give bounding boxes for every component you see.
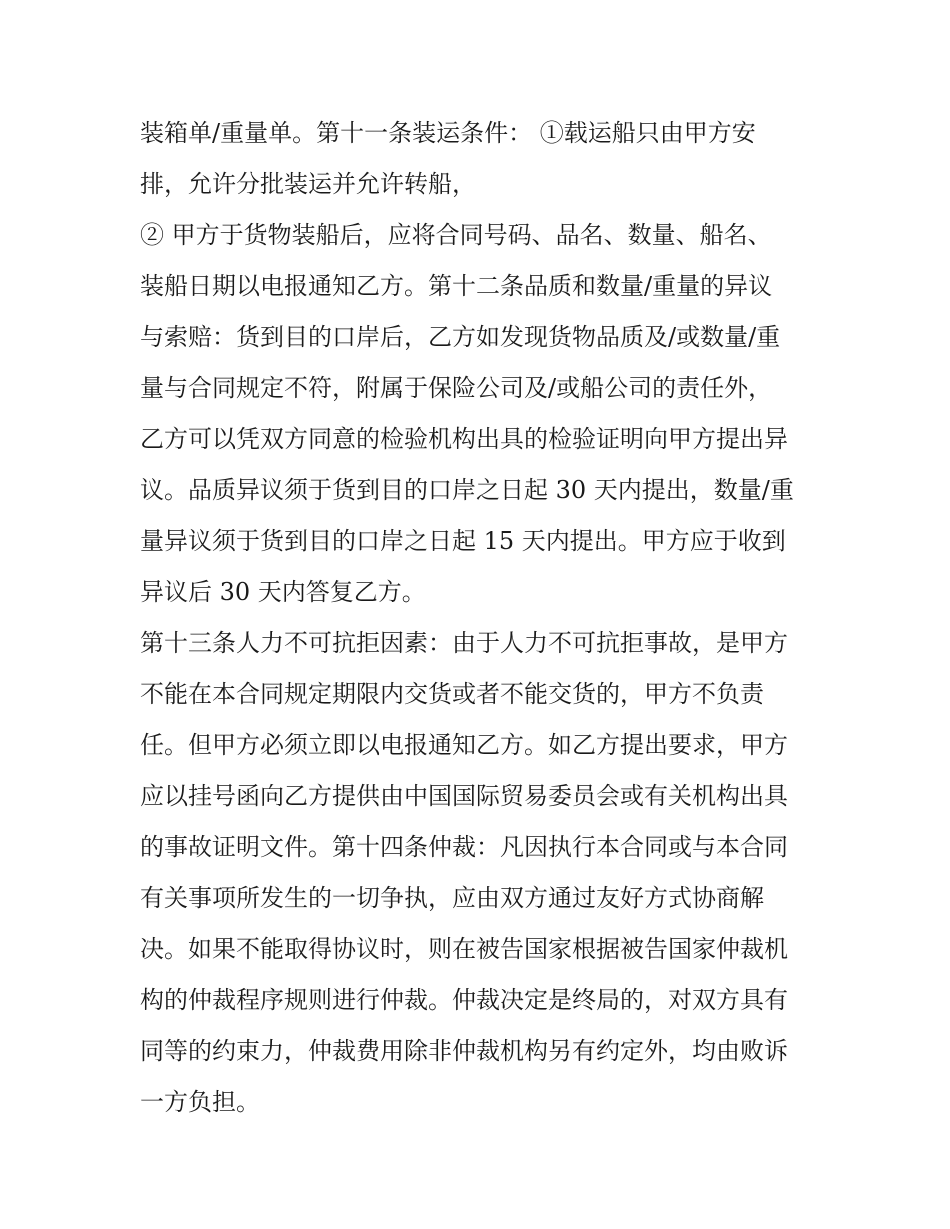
text-line: 构的仲裁程序规则进行仲裁。仲裁决定是终局的，对双方具有 [140, 986, 788, 1014]
text-line: 量异议须于货到目的口岸之日起 15 天内提出。甲方应于收到 [140, 527, 786, 555]
text-line: 应以挂号函向乙方提供由中国国际贸易委员会或有关机构出具 [140, 782, 788, 810]
text-line: 议。品质异议须于货到目的口岸之日起 30 天内提出，数量/重 [140, 476, 794, 504]
text-line: 量与合同规定不符，附属于保险公司及/或船公司的责任外， [140, 374, 773, 402]
text-line: 装船日期以电报通知乙方。第十二条品质和数量/重量的异议 [140, 272, 773, 300]
text-line: 决。如果不能取得协议时，则在被告国家根据被告国家仲裁机 [140, 935, 788, 963]
text-line: 一方负担。 [140, 1088, 260, 1116]
text-line: 与索赔：货到目的口岸后，乙方如发现货物品质及/或数量/重 [140, 323, 781, 351]
text-line: 有关事项所发生的一切争执，应由双方通过友好方式协商解 [140, 884, 764, 912]
document-body [140, 108, 820, 1128]
text-line: 排，允许分批装运并允许转船， [140, 170, 476, 198]
text-line: 的事故证明文件。第十四条仲裁：凡因执行本合同或与本合同 [140, 833, 788, 861]
text-line: 同等的约束力，仲裁费用除非仲裁机构另有约定外，均由败诉 [140, 1037, 788, 1065]
text-line: 装箱单/重量单。第十一条装运条件： ①载运船只由甲方安 [140, 119, 756, 147]
text-line: 乙方可以凭双方同意的检验机构出具的检验证明向甲方提出异 [140, 425, 788, 453]
text-line: 不能在本合同规定期限内交货或者不能交货的，甲方不负责 [140, 680, 764, 708]
text-line: 第十三条人力不可抗拒因素：由于人力不可抗拒事故，是甲方 [140, 629, 788, 657]
text-line: ② 甲方于货物装船后，应将合同号码、品名、数量、船名、 [140, 221, 772, 249]
text-line: 任。但甲方必须立即以电报通知乙方。如乙方提出要求，甲方 [140, 731, 788, 759]
text-line: 异议后 30 天内答复乙方。 [140, 578, 426, 606]
